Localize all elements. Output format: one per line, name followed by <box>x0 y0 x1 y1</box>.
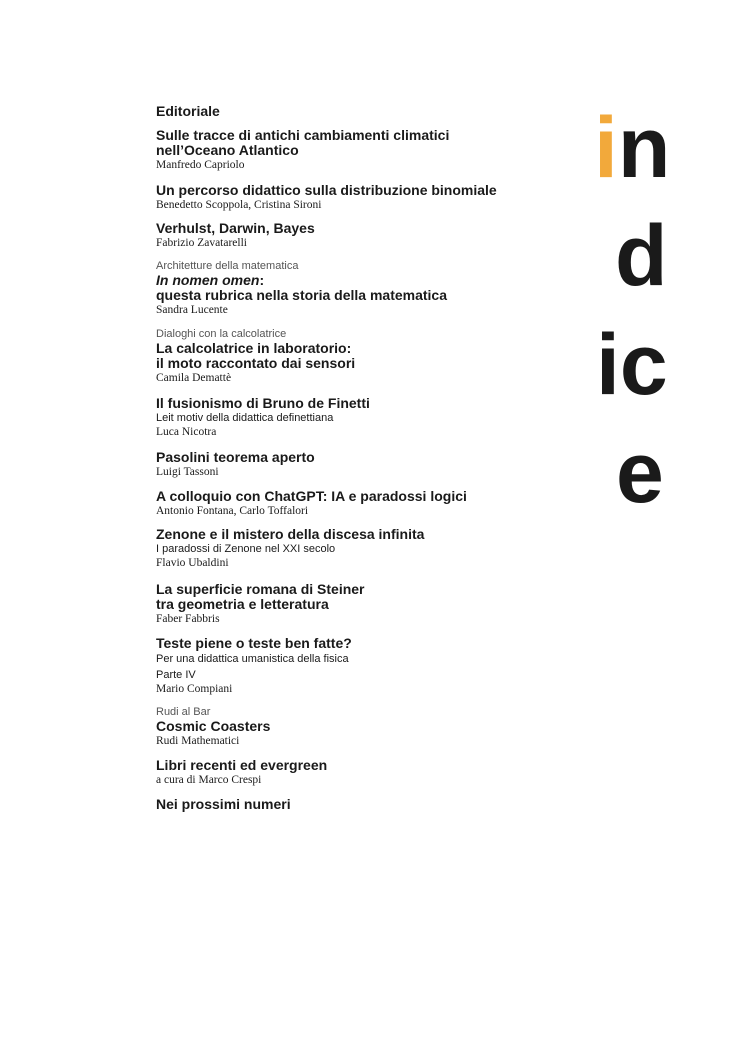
entry-subtitle-part: Parte IV <box>156 669 196 681</box>
entry-author: Mario Compiani <box>156 683 233 695</box>
entry-title: Cosmic Coasters <box>156 718 271 734</box>
entry-subtitle: Per una didattica umanistica della fisica <box>156 653 349 665</box>
entry-author: Flavio Ubaldini <box>156 557 229 569</box>
entry-title-line2: tra geometria e letteratura <box>156 596 329 612</box>
entry-author: Camila Demattè <box>156 372 232 384</box>
entry-title: Editoriale <box>156 103 220 119</box>
index-title-n: n <box>617 100 671 196</box>
entry-author: Antonio Fontana, Carlo Toffalori <box>156 505 309 517</box>
entry-title: Pasolini teorema aperto <box>156 449 315 465</box>
entry-author: a cura di Marco Crespi <box>156 774 262 786</box>
entry-title: La calcolatrice in laboratorio: <box>156 340 352 356</box>
entry-subtitle: I paradossi di Zenone nel XXI secolo <box>156 543 336 555</box>
entry-title: Libri recenti ed evergreen <box>156 757 328 773</box>
index-title-line3: ic <box>596 317 668 413</box>
index-title-i: i <box>594 100 618 196</box>
entry-author: Luca Nicotra <box>156 426 217 438</box>
entry-title: Un percorso didattico sulla distribuzione binomiale <box>156 182 497 198</box>
entry-author: Benedetto Scoppola, Cristina Sironi <box>156 199 322 211</box>
entry-title: Sulle tracce di antichi cambiamenti climatici <box>156 127 450 143</box>
section-label: Rudi al Bar <box>156 706 211 718</box>
index-title-line1 <box>594 100 671 196</box>
entry-title: A colloquio con ChatGPT: IA e paradossi logici <box>156 488 467 504</box>
entry-title-italic: In nomen omen <box>156 272 260 288</box>
entry-title-line2: questa rubrica nella storia della matematica <box>156 287 448 303</box>
index-title-line2: d <box>615 208 668 304</box>
entry-title: Teste piene o teste ben fatte? <box>156 635 352 651</box>
entry-subtitle: Leit motiv della didattica definettiana <box>156 412 334 424</box>
entry-author: Faber Fabbris <box>156 613 220 625</box>
entry-title: Zenone e il mistero della discesa infinita <box>156 526 425 542</box>
entry-title: Verhulst, Darwin, Bayes <box>156 220 315 236</box>
entry-author: Luigi Tassoni <box>156 466 219 478</box>
index-title-line4: e <box>616 425 664 521</box>
section-label: Dialoghi con la calcolatrice <box>156 328 287 340</box>
entry-title-line2: nell’Oceano Atlantico <box>156 142 299 158</box>
entry-title: Il fusionismo di Bruno de Finetti <box>156 395 370 411</box>
entry-author: Sandra Lucente <box>156 304 228 316</box>
entry-author: Manfredo Capriolo <box>156 159 245 171</box>
entry-title <box>156 273 556 288</box>
entry-title: Nei prossimi numeri <box>156 796 291 812</box>
entry-title-line2: il moto raccontato dai sensori <box>156 355 356 371</box>
entry-title-colon: : <box>259 272 265 288</box>
entry-title: La superficie romana di Steiner <box>156 581 365 597</box>
entry-author: Rudi Mathematici <box>156 735 240 747</box>
section-label: Architetture della matematica <box>156 260 299 272</box>
entry-author: Fabrizio Zavatarelli <box>156 237 248 249</box>
